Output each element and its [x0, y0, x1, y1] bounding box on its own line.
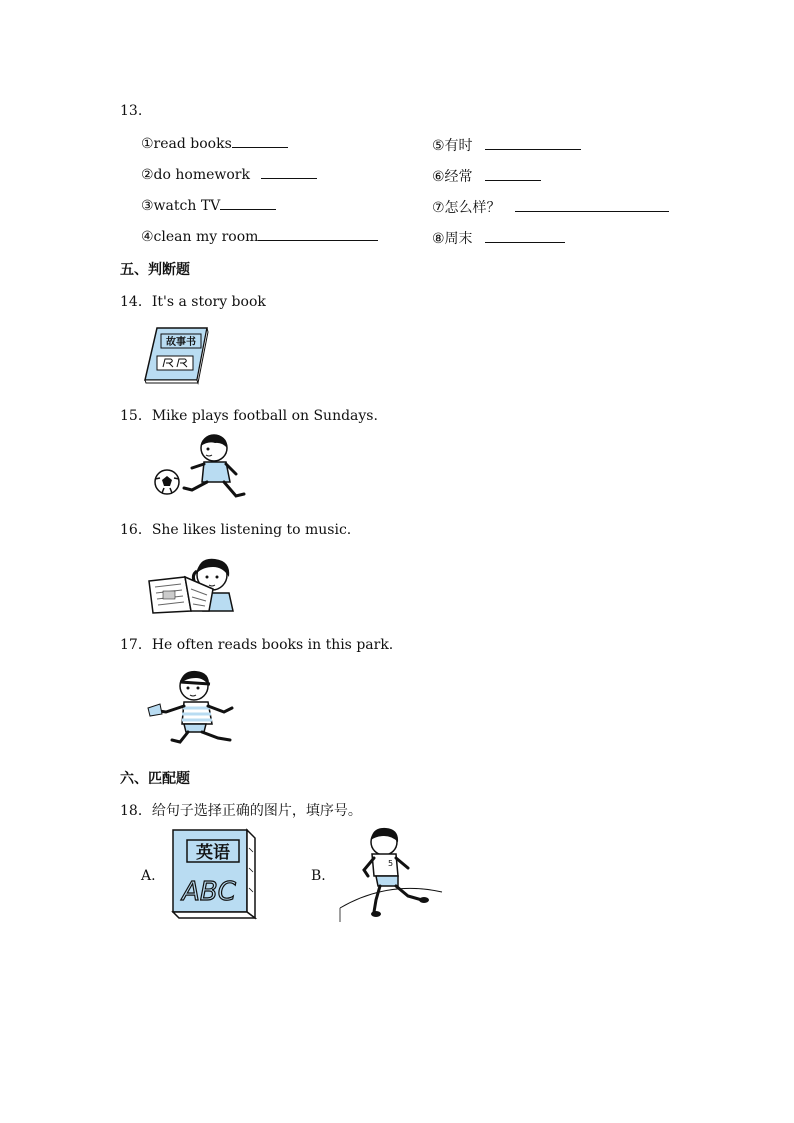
q13-item-4 [141, 228, 378, 245]
question-text: 给句子选择正确的图片，填序号。 [151, 803, 362, 819]
answer-blank[interactable] [485, 168, 541, 181]
answer-blank[interactable] [515, 199, 669, 212]
q13-item-label: ⑦怎么样？ [432, 200, 501, 216]
question-number: 14． [120, 294, 152, 310]
question-13-number: 13. [120, 103, 143, 119]
q13-item-6 [432, 166, 541, 186]
answer-blank[interactable] [485, 230, 565, 243]
svg-text:5: 5 [388, 859, 394, 868]
answer-blank[interactable] [261, 166, 317, 179]
answer-blank[interactable] [485, 137, 581, 150]
question-text: He often reads books in this park. [151, 637, 394, 653]
q13-item-2 [141, 166, 317, 183]
question-14 [120, 291, 266, 311]
q13-item-label: ⑥经常 [432, 169, 473, 185]
q13-item-label: ⑧周末 [432, 231, 473, 247]
question-15 [120, 405, 378, 425]
question-17 [120, 634, 393, 654]
q13-item-label: ③watch TV [141, 198, 221, 214]
section-6-heading: 六、匹配题 [120, 771, 190, 787]
question-text: It's a story book [151, 294, 266, 310]
english-book-image [167, 828, 257, 920]
q13-item-1 [141, 135, 288, 152]
english-book-title: 英语 [196, 843, 230, 863]
story-book-image [143, 326, 209, 384]
english-book-letters: ABC [182, 877, 236, 907]
boy-kicking-football-image [152, 432, 248, 504]
answer-blank[interactable] [258, 228, 378, 241]
question-18 [120, 800, 362, 820]
answer-blank[interactable] [220, 197, 276, 210]
question-16 [120, 519, 351, 539]
option-b-label: B. [311, 868, 326, 884]
question-number: 17． [120, 637, 152, 653]
story-book-label: 故事书 [166, 337, 196, 348]
q13-item-3 [141, 197, 276, 214]
question-number: 16． [120, 522, 152, 538]
boy-running-track-image [338, 826, 444, 924]
section-5-heading: 五、判断题 [120, 262, 190, 278]
option-a-label: A. [141, 868, 156, 884]
q13-item-label: ②do homework [141, 167, 250, 183]
q13-item-7 [432, 197, 669, 217]
girl-reading-newspaper-image [147, 555, 237, 615]
question-number: 15． [120, 408, 152, 424]
question-number: 18． [120, 803, 152, 819]
question-text: Mike plays football on Sundays. [151, 408, 378, 424]
question-text: She likes listening to music. [151, 522, 352, 538]
answer-blank[interactable] [232, 135, 288, 148]
boy-running-image [146, 668, 242, 748]
q13-item-label: ⑤有时 [432, 138, 473, 154]
q13-item-8 [432, 228, 565, 248]
q13-item-label: ①read books [141, 136, 232, 152]
q13-item-5 [432, 135, 581, 155]
q13-item-label: ④clean my room [141, 229, 259, 245]
